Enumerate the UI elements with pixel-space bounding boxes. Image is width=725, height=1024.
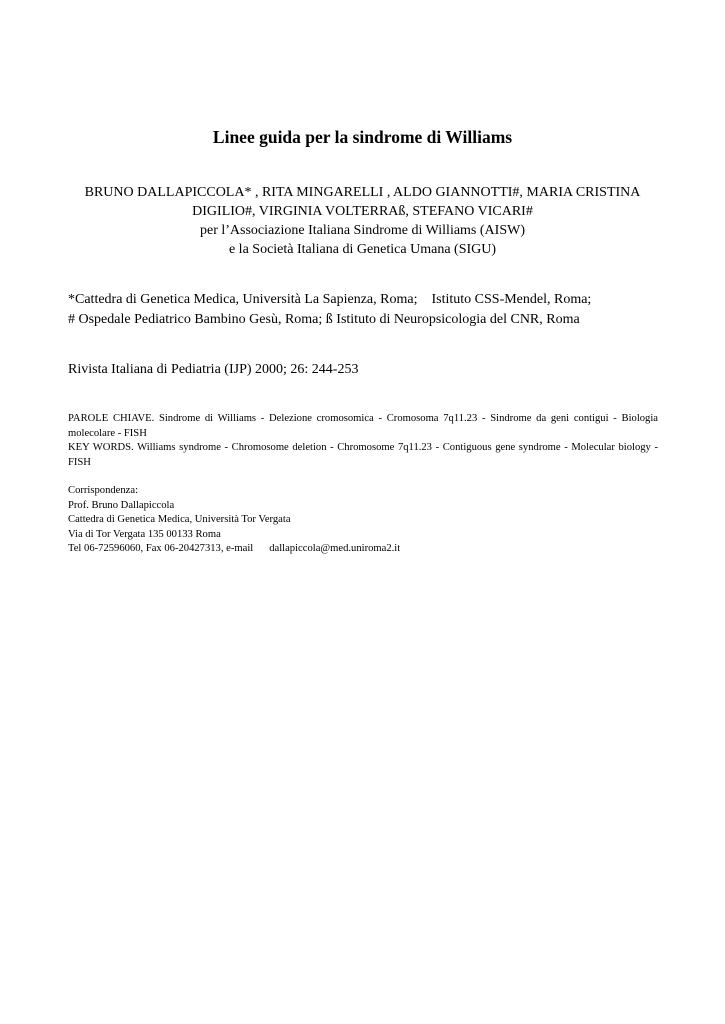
authors-line-1: BRUNO DALLAPICCOLA* , RITA MINGARELLI , ALDO GIANNOTTI#, MARIA CRISTINA (84, 185, 641, 200)
keywords-italian: PAROLE CHIAVE. Sindrome di Williams - Delezione cromosomica - Cromosoma 7q11.23 - Sindrome da geni contigui - Biologia molecolare - FISH (68, 413, 658, 439)
authors-line-2: DIGILIO#, VIRGINIA VOLTERRAß, STEFANO VICARI# (192, 204, 533, 219)
affiliation-sapienza: *Cattedra di Genetica Medica, Università La Sapienza, Roma; (68, 292, 418, 307)
association-line: per l’Associazione Italiana Sindrome di Williams (AISW) (200, 223, 525, 238)
correspondence-heading: Corrispondenza: (68, 485, 139, 496)
author-block (60, 183, 665, 259)
keywords-english: KEY WORDS. Williams syndrome - Chromosome deletion - Chromosome 7q11.23 - Contiguous gene syndrome - Molecular biology - FISH (68, 442, 658, 468)
paper-title: Linee guida per la sindrome di Williams (212, 127, 513, 147)
affiliation-line-2: # Ospedale Pediatrico Bambino Gesù, Roma; ß Istituto di Neuropsicologia del CNR, Roma (68, 311, 580, 327)
affiliations-block (68, 290, 591, 329)
correspondence-address: Via di Tor Vergata 135 00133 Roma (68, 528, 221, 540)
correspondence-email: dallapiccola@med.uniroma2.it (269, 543, 401, 555)
correspondence-block (68, 484, 400, 557)
correspondence-name: Prof. Bruno Dallapiccola (68, 499, 175, 511)
society-line: e la Società Italiana di Genetica Umana (SIGU) (228, 242, 497, 257)
affiliation-line-1 (68, 290, 591, 310)
journal-citation: Rivista Italiana di Pediatria (IJP) 2000; 26: 244-253 (68, 362, 359, 377)
correspondence-institution: Cattedra di Genetica Medica, Università Tor Vergata (68, 514, 291, 526)
keywords-block (68, 412, 658, 470)
correspondence-phone-fax: Tel 06-72596060, Fax 06-20427313, e-mail (68, 543, 254, 555)
correspondence-contact-line (68, 542, 400, 557)
affiliation-css-mendel: Istituto CSS-Mendel, Roma; (431, 292, 592, 307)
